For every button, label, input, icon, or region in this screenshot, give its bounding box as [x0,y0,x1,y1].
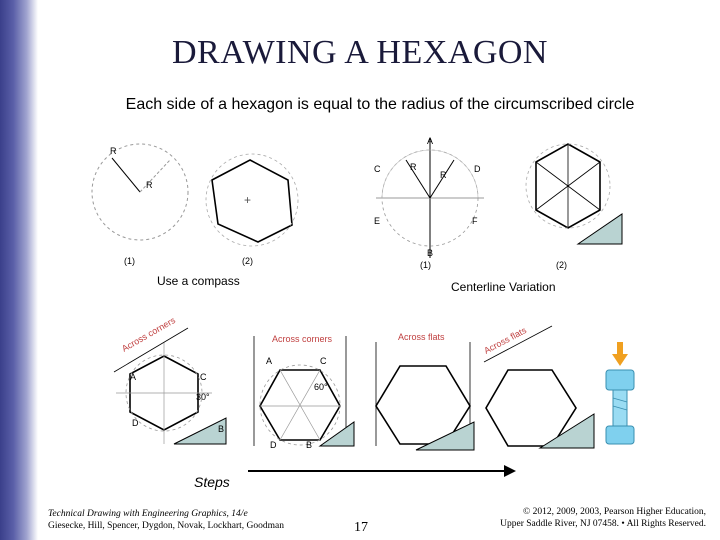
point-f-label: F [472,216,478,226]
step2-label: (2) [242,256,253,266]
steps-figure-2 [250,322,360,450]
angle-60-label: 60° [314,382,328,392]
footer-copyright-line: © 2012, 2009, 2003, Pearson Higher Education, [523,507,706,517]
point-c-label: C [374,164,381,174]
across-corners-label: Across corners [120,315,177,354]
footer-authors: Giesecke, Hill, Spencer, Dygdon, Novak, Lockhart, Goodman [48,521,285,531]
compass-method-figure [90,140,310,270]
steps-figure-1 [100,315,240,450]
point-a-label: A [427,136,434,146]
point-e-label: E [374,216,381,226]
steps-arrow-head-icon [504,465,516,477]
svg-text:C: C [200,372,207,382]
steps-caption: Steps [194,474,230,490]
orange-arrow-head-icon [612,354,628,366]
slide-title: DRAWING A HEXAGON [172,34,548,71]
across-flats-label-2: Across flats [482,325,529,356]
svg-text:B: B [306,440,313,450]
steps-figure-4 [480,322,600,450]
across-flats-label: Across flats [398,332,445,342]
radius-label: R [146,180,153,190]
centerline-caption: Centerline Variation [451,280,556,294]
step2-label-b: (2) [556,260,567,270]
footer-address-line: Upper Saddle River, NJ 07458. • All Rights Reserved. [500,519,706,529]
svg-text:R: R [410,162,417,172]
step1-label-b: (1) [420,260,431,270]
svg-text:A: A [266,356,273,366]
svg-text:C: C [320,356,327,366]
steps-arrow-line [248,470,506,472]
compass-caption: Use a compass [157,274,240,288]
footer-copyright [446,506,706,530]
page-number: 17 [354,520,368,535]
centerline-variation-figure [372,134,632,270]
svg-text:+: + [244,193,252,207]
svg-text:A: A [130,372,137,382]
point-d-label: D [474,164,481,174]
orange-arrow-shaft [617,342,623,356]
across-corners-label-2: Across corners [272,334,333,344]
angle-30-label: 30° [196,392,210,402]
point-b-label: B [427,248,434,258]
radius-label-top: R [110,146,117,156]
footer-book-title: Technical Drawing with Engineering Graphics, 14/e [48,509,248,519]
svg-text:B: B [218,424,225,434]
steps-figure-3 [370,322,480,450]
slide-sidebar-gradient [0,0,38,540]
footer-citation [48,508,308,532]
hexagon-shape [212,160,292,242]
svg-text:D: D [270,440,277,450]
svg-text:R: R [440,170,447,180]
slide-subtitle: Each side of a hexagon is equal to the radius of the circumscribed circle [125,96,635,113]
bolt-illustration [600,340,640,450]
svg-text:D: D [132,418,139,428]
step1-label: (1) [124,256,135,266]
